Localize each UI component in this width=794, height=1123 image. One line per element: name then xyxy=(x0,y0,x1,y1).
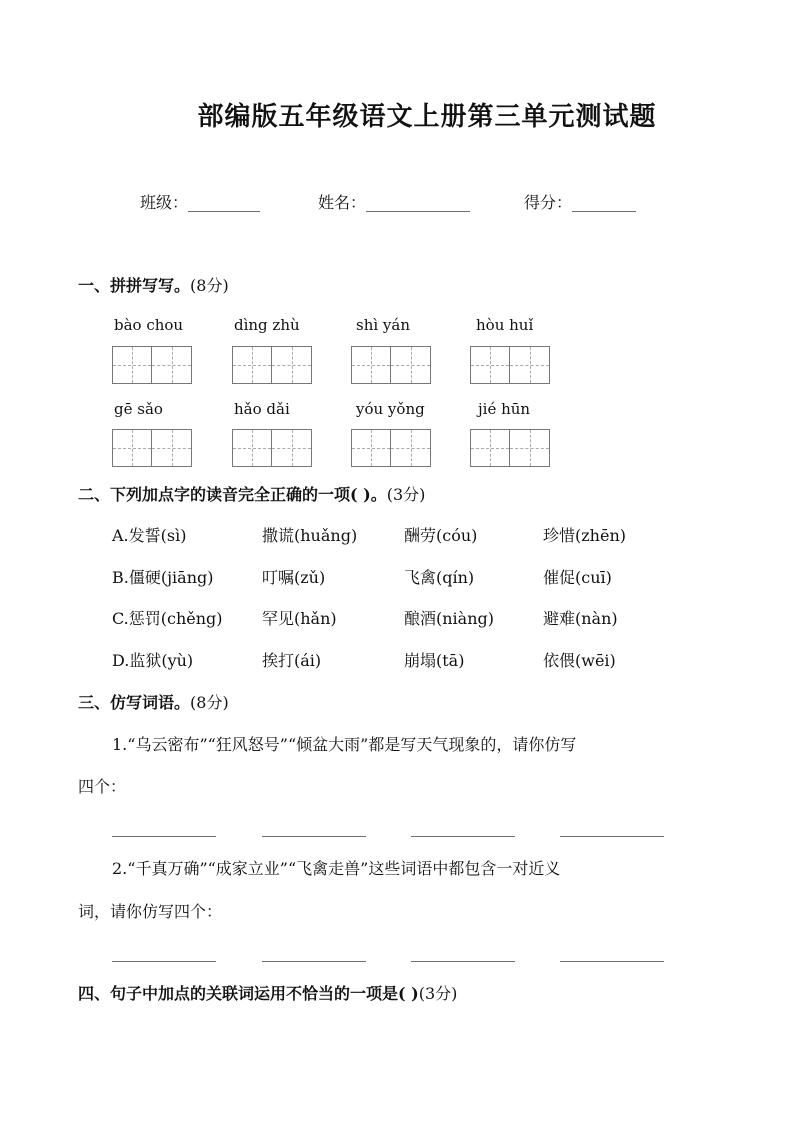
grid-cell[interactable] xyxy=(112,429,152,467)
answer-blank-3[interactable]: _____________ xyxy=(411,818,515,837)
option-b-3: 飞禽(qín) xyxy=(404,568,475,587)
section-2-title: 二、下列加点字的读音完全正确的一项( )。 xyxy=(78,485,387,504)
option-c-3: 酿酒(niàng) xyxy=(404,609,494,628)
section-4-title: 四、句子中加点的关联词运用不恰当的一项是( ) xyxy=(78,984,419,1003)
option-c-2: 罕见(hǎn) xyxy=(262,609,337,628)
section-1-title: 一、拼拼写写。 xyxy=(78,276,191,295)
option-a-1: A.发誓(sì) xyxy=(112,526,187,545)
pinyin-3: shì yán xyxy=(356,316,411,334)
answer-blank-6[interactable]: _____________ xyxy=(262,943,366,962)
option-d-4: 依偎(wēi) xyxy=(543,651,616,670)
grid-cell[interactable] xyxy=(272,346,312,384)
grid-cell[interactable] xyxy=(112,346,152,384)
answer-blank-8[interactable]: _____________ xyxy=(560,943,664,962)
grid-cell[interactable] xyxy=(152,429,192,467)
section-4-heading xyxy=(78,981,457,1004)
grid-cell[interactable] xyxy=(391,346,431,384)
grid-cell[interactable] xyxy=(232,429,272,467)
score-field: 得分：________ xyxy=(524,193,637,212)
grid-cell[interactable] xyxy=(351,346,391,384)
answer-blank-2[interactable]: _____________ xyxy=(262,818,366,837)
writing-grid-7[interactable] xyxy=(351,429,431,467)
pinyin-6: hǎo dǎi xyxy=(234,400,290,418)
section-3-points: (8分) xyxy=(190,693,229,712)
grid-cell[interactable] xyxy=(510,429,550,467)
answer-blank-4[interactable]: _____________ xyxy=(560,818,664,837)
section-3-title: 三、仿写词语。 xyxy=(78,693,191,712)
pinyin-5: gē sǎo xyxy=(114,400,163,418)
answer-blank-7[interactable]: _____________ xyxy=(411,943,515,962)
option-a-2: 撒谎(huǎng) xyxy=(262,526,358,545)
question-1-text: 1.“乌云密布”“狂风怒号”“倾盆大雨”都是写天气现象的，请你仿写 xyxy=(112,735,577,754)
option-d-2: 挨打(ái) xyxy=(262,651,322,670)
section-2-heading xyxy=(78,482,425,505)
question-2-text: 2.“千真万确”“成家立业”“飞禽走兽”这些词语中都包含一对近义 xyxy=(112,859,561,878)
option-d-3: 崩塌(tā) xyxy=(404,651,465,670)
writing-grid-5[interactable] xyxy=(112,429,192,467)
grid-cell[interactable] xyxy=(470,429,510,467)
option-c-4: 避难(nàn) xyxy=(543,609,618,628)
class-field: 班级：_________ xyxy=(140,193,261,212)
pinyin-1: bào chou xyxy=(114,316,184,334)
writing-grid-2[interactable] xyxy=(232,346,312,384)
writing-grid-6[interactable] xyxy=(232,429,312,467)
option-b-2: 叮嘱(zǔ) xyxy=(262,568,326,587)
option-b-4: 催促(cuī) xyxy=(543,568,612,587)
writing-grid-3[interactable] xyxy=(351,346,431,384)
writing-grid-4[interactable] xyxy=(470,346,550,384)
option-b-1: B.僵硬(jiāng) xyxy=(112,568,214,587)
name-field: 姓名：_____________ xyxy=(318,193,471,212)
answer-blank-1[interactable]: _____________ xyxy=(112,818,216,837)
section-2-points: (3分) xyxy=(386,485,426,504)
pinyin-7: yóu yǒng xyxy=(356,400,425,418)
option-a-3: 酬劳(cóu) xyxy=(404,526,478,545)
option-c-1: C.惩罚(chěng) xyxy=(112,609,223,628)
section-4-points: (3分) xyxy=(418,984,458,1003)
grid-cell[interactable] xyxy=(152,346,192,384)
answer-blank-5[interactable]: _____________ xyxy=(112,943,216,962)
option-a-4: 珍惜(zhēn) xyxy=(543,526,626,545)
grid-cell[interactable] xyxy=(470,346,510,384)
writing-grid-1[interactable] xyxy=(112,346,192,384)
page-title: 部编版五年级语文上册第三单元测试题 xyxy=(197,102,657,132)
pinyin-8: jié hūn xyxy=(478,400,531,418)
section-1-heading xyxy=(78,273,229,296)
question-1-text-cont: 四个： xyxy=(78,777,127,796)
grid-cell[interactable] xyxy=(351,429,391,467)
grid-cell[interactable] xyxy=(272,429,312,467)
writing-grid-8[interactable] xyxy=(470,429,550,467)
option-d-1: D.监狱(yù) xyxy=(112,651,194,670)
section-3-heading xyxy=(78,690,229,713)
pinyin-2: dìng zhù xyxy=(234,316,300,334)
grid-cell[interactable] xyxy=(232,346,272,384)
pinyin-4: hòu huǐ xyxy=(476,316,534,334)
section-1-points: (8分) xyxy=(190,276,229,295)
grid-cell[interactable] xyxy=(391,429,431,467)
grid-cell[interactable] xyxy=(510,346,550,384)
question-2-text-cont: 词，请你仿写四个： xyxy=(78,902,223,921)
